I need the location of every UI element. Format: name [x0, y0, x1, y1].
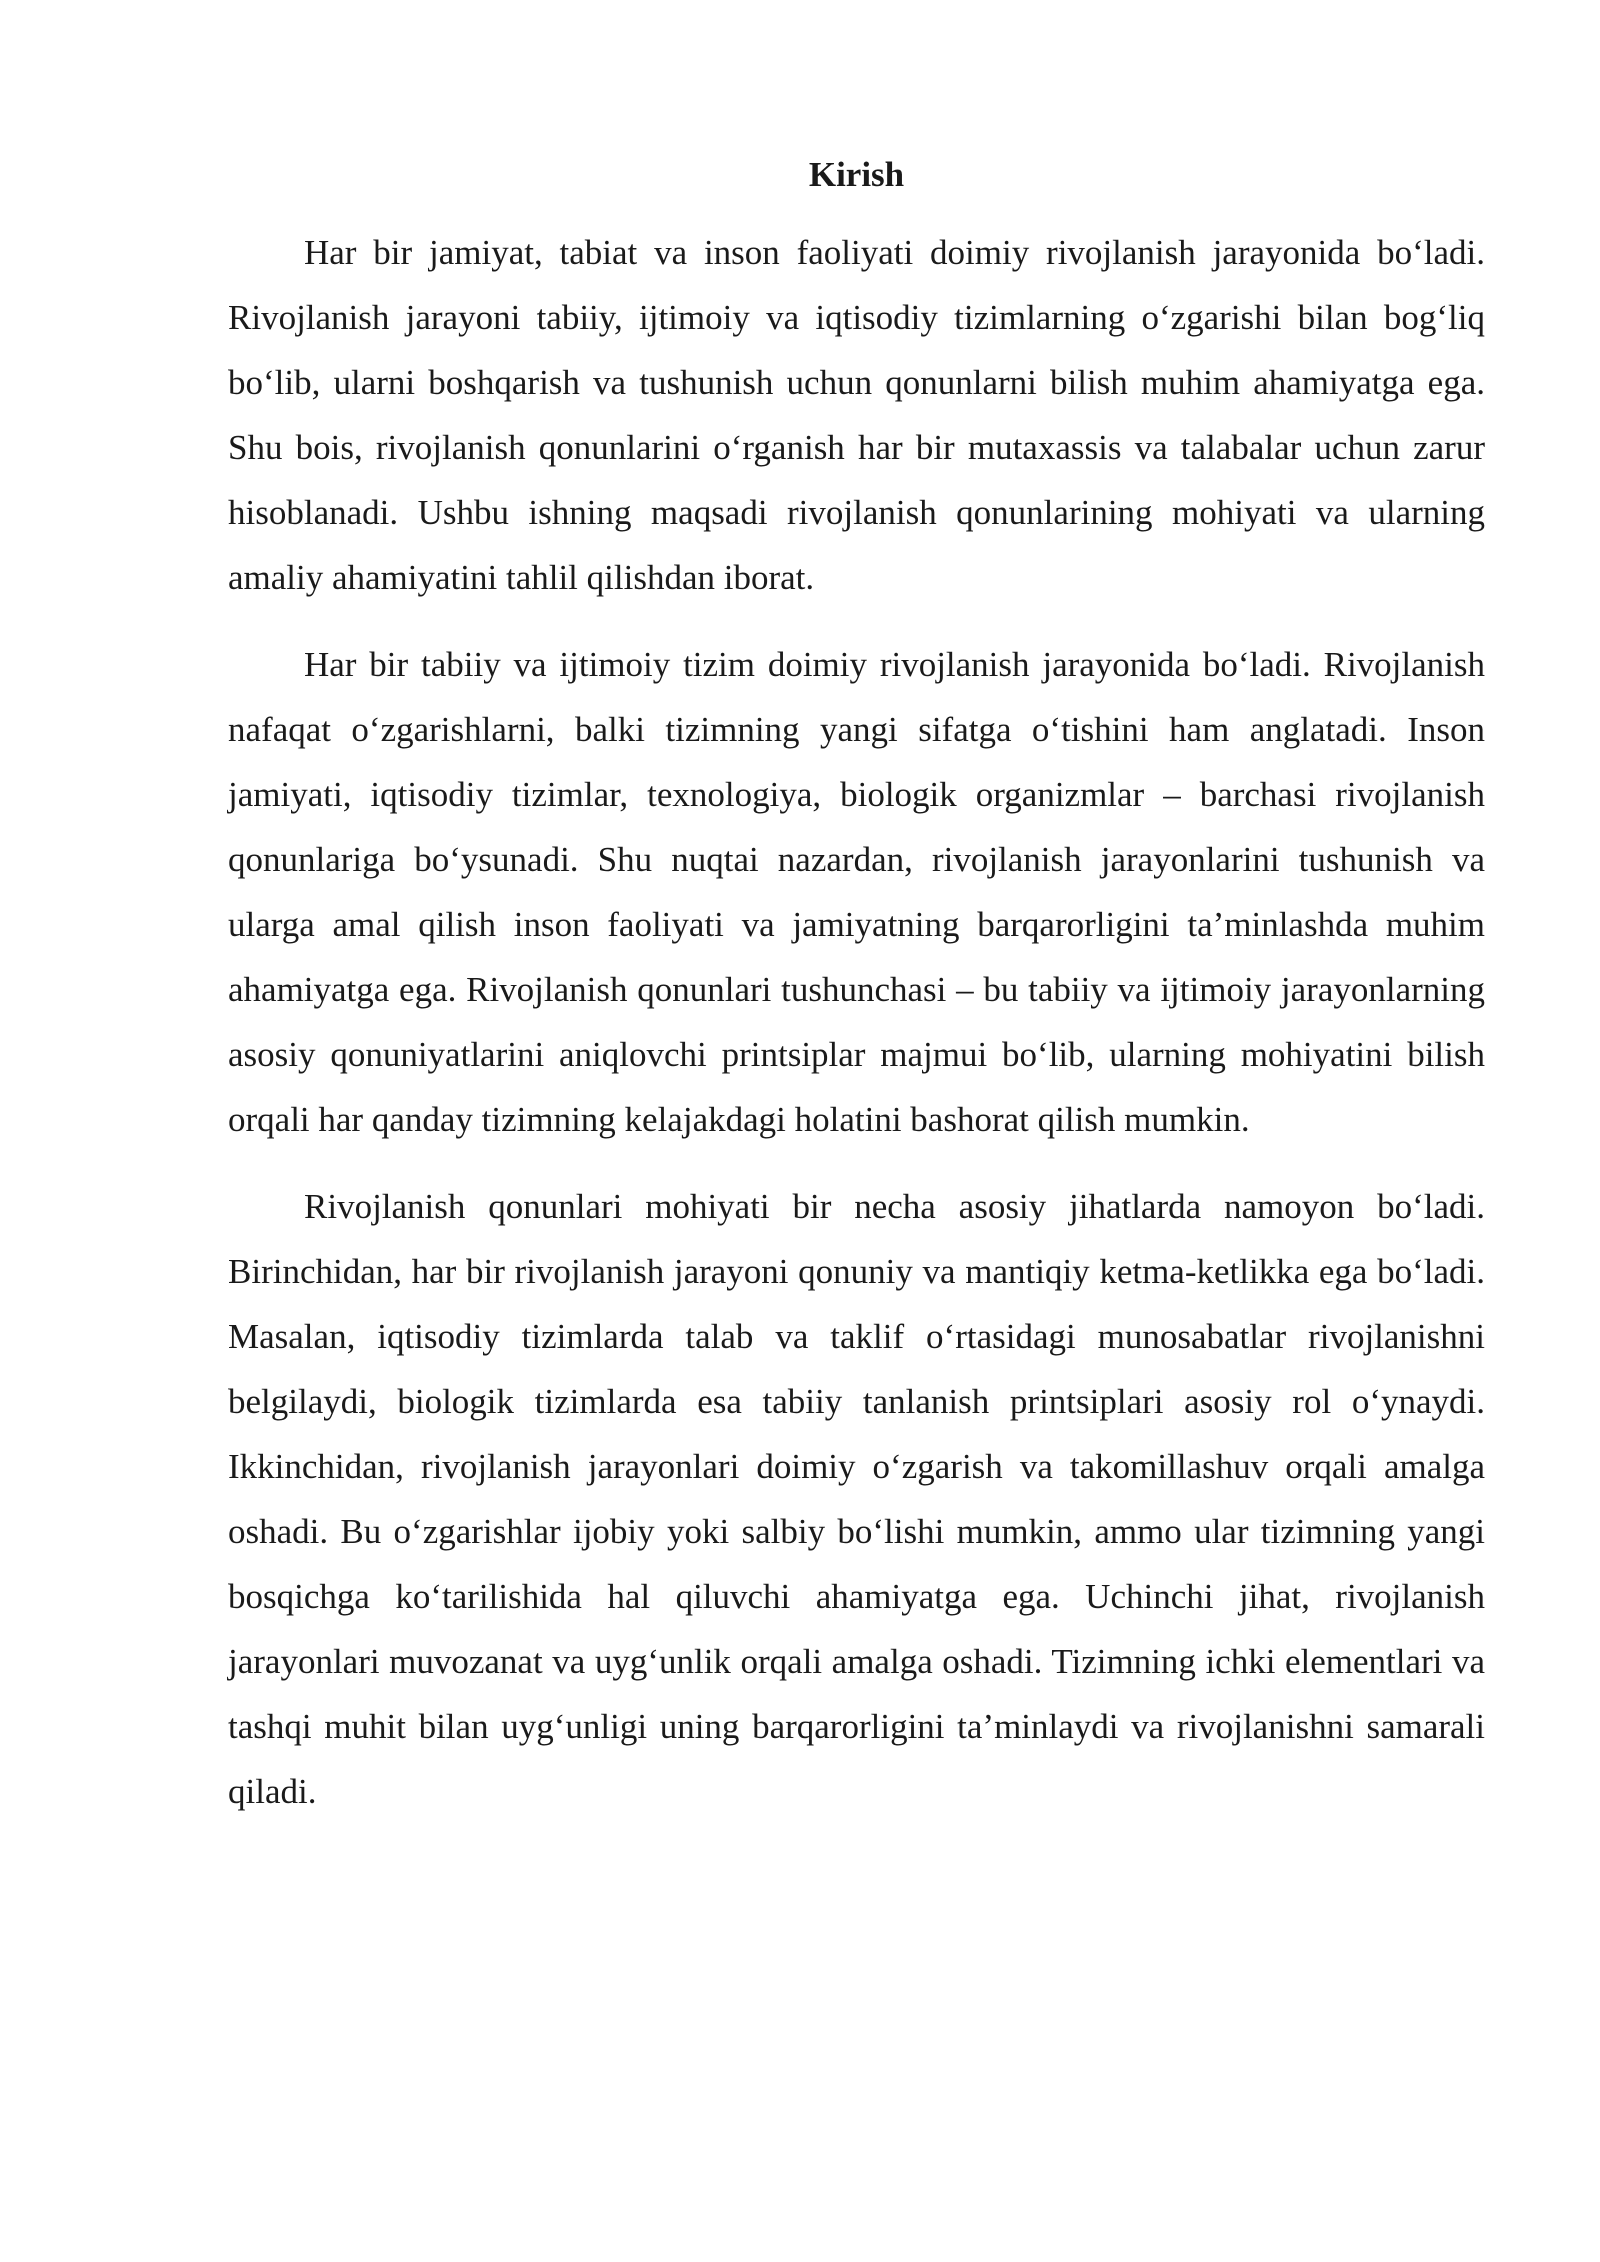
paragraph-2: Har bir tabiiy va ijtimoiy tizim doimiy rivojlanish jarayonida bo‘ladi. Rivojlanish nafaqat o‘zgarishlarni, balki tizimning yangi sifatga o‘tishini ham anglatadi. Inson jamiyati, iqtisodiy tizimlar, texnologiya, biologik organizmlar – barchasi rivojlanish qonunlariga bo‘ysunadi. Shu nuqtai nazardan, rivojlanish jarayonlarini tushunish va ularga amal qilish inson faoliyati va jamiyatning barqarorligini ta’minlashda muhim ahamiyatga ega. Rivojlanish qonunlari tushunchasi – bu tabiiy va ijtimoiy jarayonlarning asosiy qonuniyatlarini aniqlovchi printsiplar majmui bo‘lib, ularning mohiyatini bilish orqali har qanday tizimning kelajakdagi holatini bashorat qilish mumkin.	[228, 645, 1485, 1139]
document-title: Kirish	[808, 155, 905, 194]
document-body	[228, 148, 1485, 1846]
paragraph-1: Har bir jamiyat, tabiat va inson faoliyati doimiy rivojlanish jarayonida bo‘ladi. Rivojlanish jarayoni tabiiy, ijtimoiy va iqtisodiy tizimlarning o‘zgarishi bilan bog‘liq bo‘lib, ularni boshqarish va tushunish uchun qonunlarni bilish muhim ahamiyatga ega. Shu bois, rivojlanish qonunlarini o‘rganish har bir mutaxassis va talabalar uchun zarur hisoblanadi. Ushbu ishning maqsadi rivojlanish qonunlarining mohiyati va ularning amaliy ahamiyatini tahlil qilishdan iborat.	[228, 233, 1485, 597]
paragraph-3: Rivojlanish qonunlari mohiyati bir necha asosiy jihatlarda namoyon bo‘ladi. Birinchidan, har bir rivojlanish jarayoni qonuniy va mantiqiy ketma-ketlikka ega bo‘ladi. Masalan, iqtisodiy tizimlarda talab va taklif o‘rtasidagi munosabatlar rivojlanishni belgilaydi, biologik tizimlarda esa tabiiy tanlanish printsiplari asosiy rol o‘ynaydi. Ikkinchidan, rivojlanish jarayonlari doimiy o‘zgarish va takomillashuv orqali amalga oshadi. Bu o‘zgarishlar ijobiy yoki salbiy bo‘lishi mumkin, ammo ular tizimning yangi bosqichga ko‘tarilishida hal qiluvchi ahamiyatga ega. Uchinchi jihat, rivojlanish jarayonlari muvozanat va uyg‘unlik orqali amalga oshadi. Tizimning ichki elementlari va tashqi muhit bilan uyg‘unligi uning barqarorligini ta’minlaydi va rivojlanishni samarali qiladi.	[228, 1187, 1485, 1811]
